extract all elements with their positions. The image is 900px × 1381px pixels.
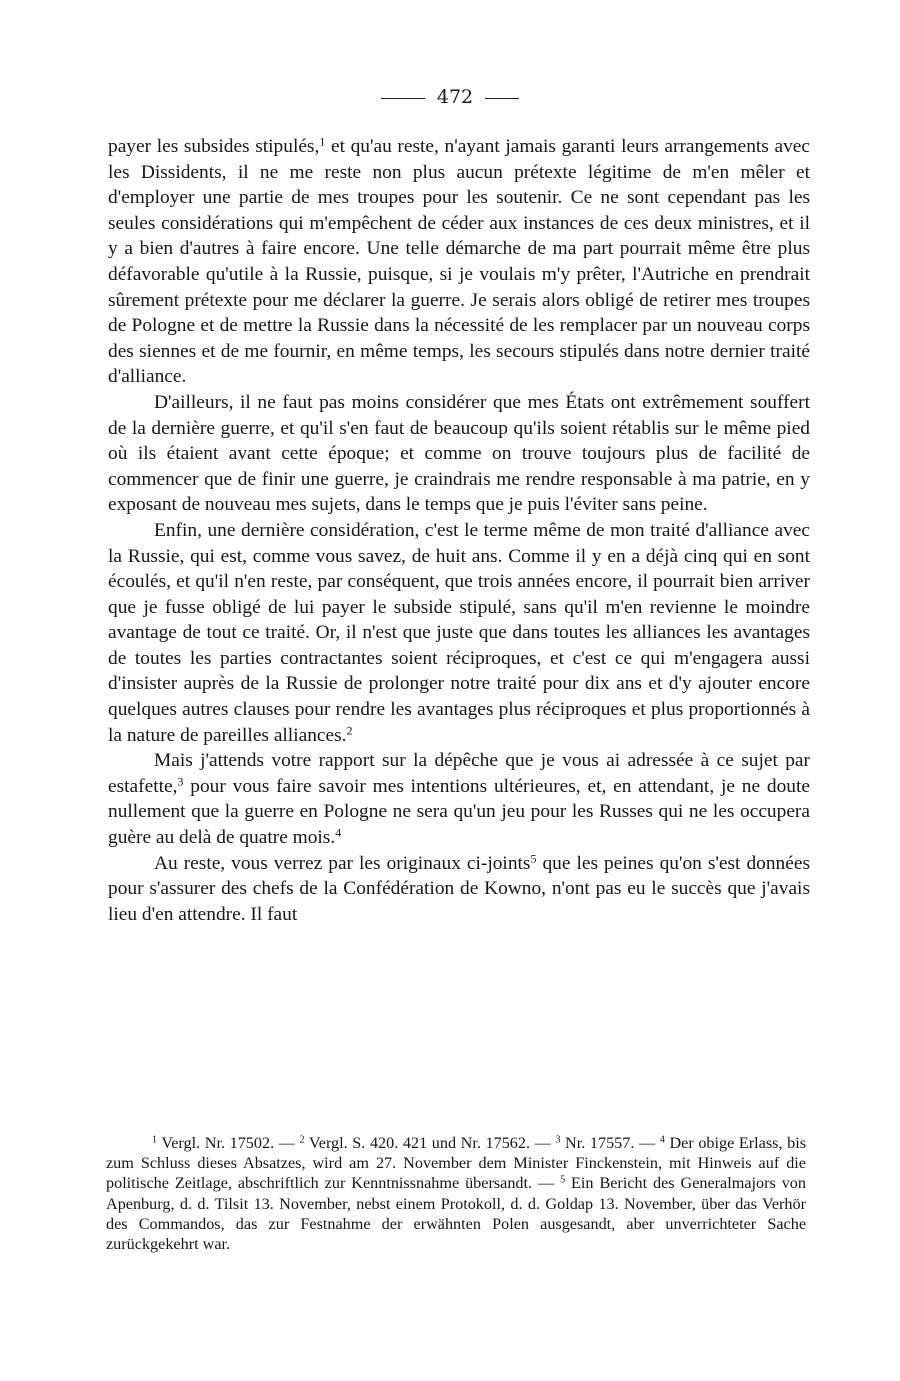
footnote-5: Ein Bericht des Generalmajors von Apenburg, d. d. Tilsit 13. November, nebst einem Protokoll, d. d. Goldap 13. November, über das Verhör des Commandos, das zur Festnahme der erwähnten Polen ausgesandt, aber unverrichteter Sache zurückgekehrt war. [106, 1174, 806, 1254]
paragraph-2 [108, 390, 810, 518]
footnote-ref: 4 [335, 825, 342, 840]
footnote-ref: 5 [530, 851, 537, 866]
paragraph-text: Au reste, vous verrez par les originaux ci-joints [154, 852, 531, 874]
paragraph-5 [108, 851, 810, 928]
footnote-4: Der obige Erlass, bis zum Schluss dieses Absatzes, wird am 27. November dem Minister Finckenstein, mit Hinweis auf die politische Zeitlage, abschriftlich zur Kenntnissnahme übersandt. — [106, 1134, 807, 1193]
footnote-1: Vergl. Nr. 17502. — [157, 1134, 300, 1152]
paragraph-3 [108, 518, 810, 748]
footnote-mark: 4 [659, 1134, 665, 1146]
footnote-mark: 5 [560, 1174, 566, 1186]
paragraph-4 [108, 748, 810, 850]
paragraph-text: et qu'au reste, n'ayant jamais garanti leurs arrangements avec les Dissidents, il ne me reste non plus aucun prétexte légitime de m'en mêler et d'employer une partie de mes troupes pour les soutenir. Ce ne sont cependant pas les seules considérations qui m'empêchent de céder aux instances de ces deux ministres, et il y a bien d'autres à faire encore. Une telle démarche de ma part pourrait même être plus défavorable qu'utile à la Russie, puisque, si je voulais m'y prêter, l'Autriche en prendrait sûrement prétexte pour me déclarer la guerre. Je serais alors obligé de retirer mes troupes de Pologne et de mettre la Russie dans la nécessité de les remplacer par un nouveau corps des siennes et de me fournir, en même temps, les secours stipulés dans notre dernier traité d'alliance. [108, 136, 810, 388]
paragraph-text: payer les subsides stipulés, [108, 136, 320, 157]
footnote-mark: 3 [555, 1134, 561, 1146]
header-rule-right [485, 98, 519, 99]
footnote-3: Nr. 17557. — [560, 1134, 660, 1152]
header-rule-left [381, 98, 425, 99]
paragraph-1 [108, 134, 810, 390]
footnote-mark: 1 [152, 1134, 158, 1146]
paragraph-text: pour vous faire savoir mes intentions ultérieures, et, en attendant, je ne doute nullement que la guerre en Pologne ne sera qu'un jeu pour les Russes qui ne les occupera guère au delà de quatre mois. [108, 775, 810, 849]
footnote-ref: 3 [177, 774, 184, 789]
footnote-ref: 1 [319, 134, 326, 149]
footnotes-text [106, 1133, 806, 1254]
page-header [0, 88, 900, 107]
paragraph-text: D'ailleurs, il ne faut pas moins considérer que mes États ont extrêmement souffert de la dernière guerre, et qu'il s'en faut de beaucoup qu'ils soient rétablis sur le même pied où ils étaient avant cette époque; et comme on trouve toujours plus de facilité de commencer que de finir une guerre, je craindrais me rendre responsable à ma patrie, en y exposant de nouveau mes sujets, dans le temps que je puis l'éviter sans peine. [108, 391, 810, 516]
paragraph-text: Mais j'attends votre rapport sur la dépêche que je vous ai adressée à ce sujet par estafette, [108, 750, 810, 797]
paragraph-text: que les peines qu'on s'est données pour s'assurer des chefs de la Confédération de Kowno, n'ont pas eu le succès que j'avais lieu d'en attendre. Il faut [108, 852, 810, 925]
footnote-mark: 2 [299, 1134, 305, 1146]
footnote-ref: 2 [346, 723, 353, 738]
main-text [108, 134, 810, 927]
footnotes [106, 1133, 806, 1254]
paragraph-text: Enfin, une dernière considération, c'est le terme même de mon traité d'alliance avec la Russie, qui est, comme vous savez, de huit ans. Comme il y en a déjà cinq qui en sont écoulés, et qu'il n'en reste, par conséquent, que trois années encore, il pourrait bien arriver que je fusse obligé de lui payer le subside stipulé, sans qu'il m'en revienne le moindre avantage de tout ce traité. Or, il n'est que juste que dans toutes les alliances les avantages de toutes les parties contractantes soient réciproques, et c'est ce qui m'engagera aussi d'insister auprès de la Russie de prolonger notre traité pour dix ans et d'y ajouter encore quelques autres clauses pour rendre les avantages plus réciproques et plus proportionnés à la nature de pareilles alliances. [108, 519, 810, 746]
page-number: 472 [436, 86, 474, 108]
footnote-2: Vergl. S. 420. 421 und Nr. 17562. — [304, 1134, 556, 1152]
